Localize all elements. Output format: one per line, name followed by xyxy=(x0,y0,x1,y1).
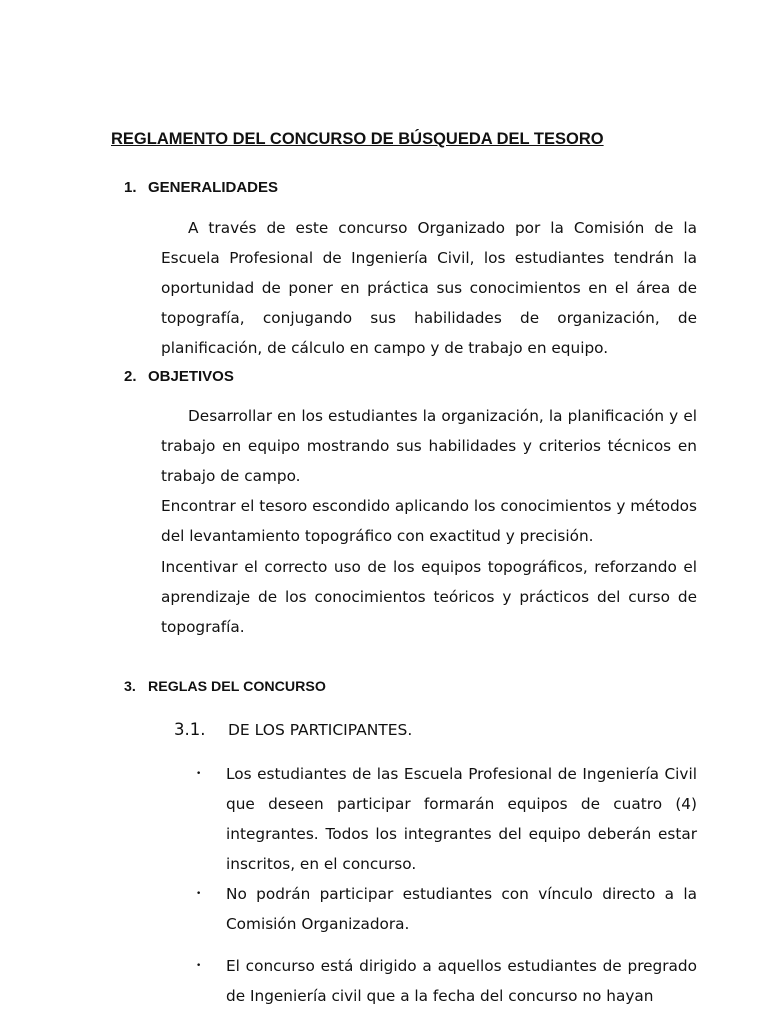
section-heading-generalidades xyxy=(124,179,278,196)
section-heading-objetivos xyxy=(124,368,234,385)
section-number: 1. xyxy=(124,179,137,196)
section-number: 2. xyxy=(124,368,137,385)
section-title: GENERALIDADES xyxy=(148,179,279,196)
bullet-item-1: Los estudiantes de las Escuela Profesional de Ingeniería Civil que deseen participar formarán equipos de cuatro (4) integrantes. Todos los integrantes del equipo deberán estar inscritos, en el concurso. xyxy=(226,765,697,873)
generalidades-paragraph xyxy=(161,213,697,363)
bullet-marker: • xyxy=(196,961,202,971)
objetivo-paragraph-2 xyxy=(161,491,697,551)
objetivo-paragraph-1 xyxy=(161,401,697,491)
subsection-number: 3.1. xyxy=(174,720,206,739)
bullet-item-3: El concurso está dirigido a aquellos estudiantes de pregrado de Ingeniería civil que a la fecha del concurso no hayan xyxy=(226,957,697,1005)
subsection-heading-participantes xyxy=(174,720,412,739)
bullet-marker: • xyxy=(196,769,202,779)
objetivo-text: Encontrar el tesoro escondido aplicando los conocimientos y métodos del levantamiento topográfico con exactitud y precisión. xyxy=(161,497,697,545)
bullet-marker: • xyxy=(196,889,202,899)
bullet-item-2: No podrán participar estudiantes con vínculo directo a la Comisión Organizadora. xyxy=(226,885,697,933)
section-title: REGLAS DEL CONCURSO xyxy=(148,679,326,695)
document-title: REGLAMENTO DEL CONCURSO DE BÚSQUEDA DEL TESORO xyxy=(111,130,604,148)
generalidades-text: A través de este concurso Organizado por la Comisión de la Escuela Profesional de Ingeniería Civil, los estudiantes tendrán la oportunidad de poner en práctica sus conocimientos en el área de topografía, conjugando sus habilidades de organización, de planificación, de cálculo en campo y de trabajo en equipo. xyxy=(161,219,697,357)
objetivo-text: Desarrollar en los estudiantes la organización, la planificación y el trabajo en equipo mostrando sus habilidades y criterios técnicos en trabajo de campo. xyxy=(161,407,697,485)
objetivo-text: Incentivar el correcto uso de los equipos topográficos, reforzando el aprendizaje de los conocimientos teóricos y prácticos del curso de topografía. xyxy=(161,558,697,636)
section-heading-reglas xyxy=(124,679,326,695)
section-title: OBJETIVOS xyxy=(148,368,234,385)
objetivo-paragraph-3 xyxy=(161,552,697,642)
section-number: 3. xyxy=(124,679,136,695)
subsection-title: DE LOS PARTICIPANTES. xyxy=(228,721,413,739)
